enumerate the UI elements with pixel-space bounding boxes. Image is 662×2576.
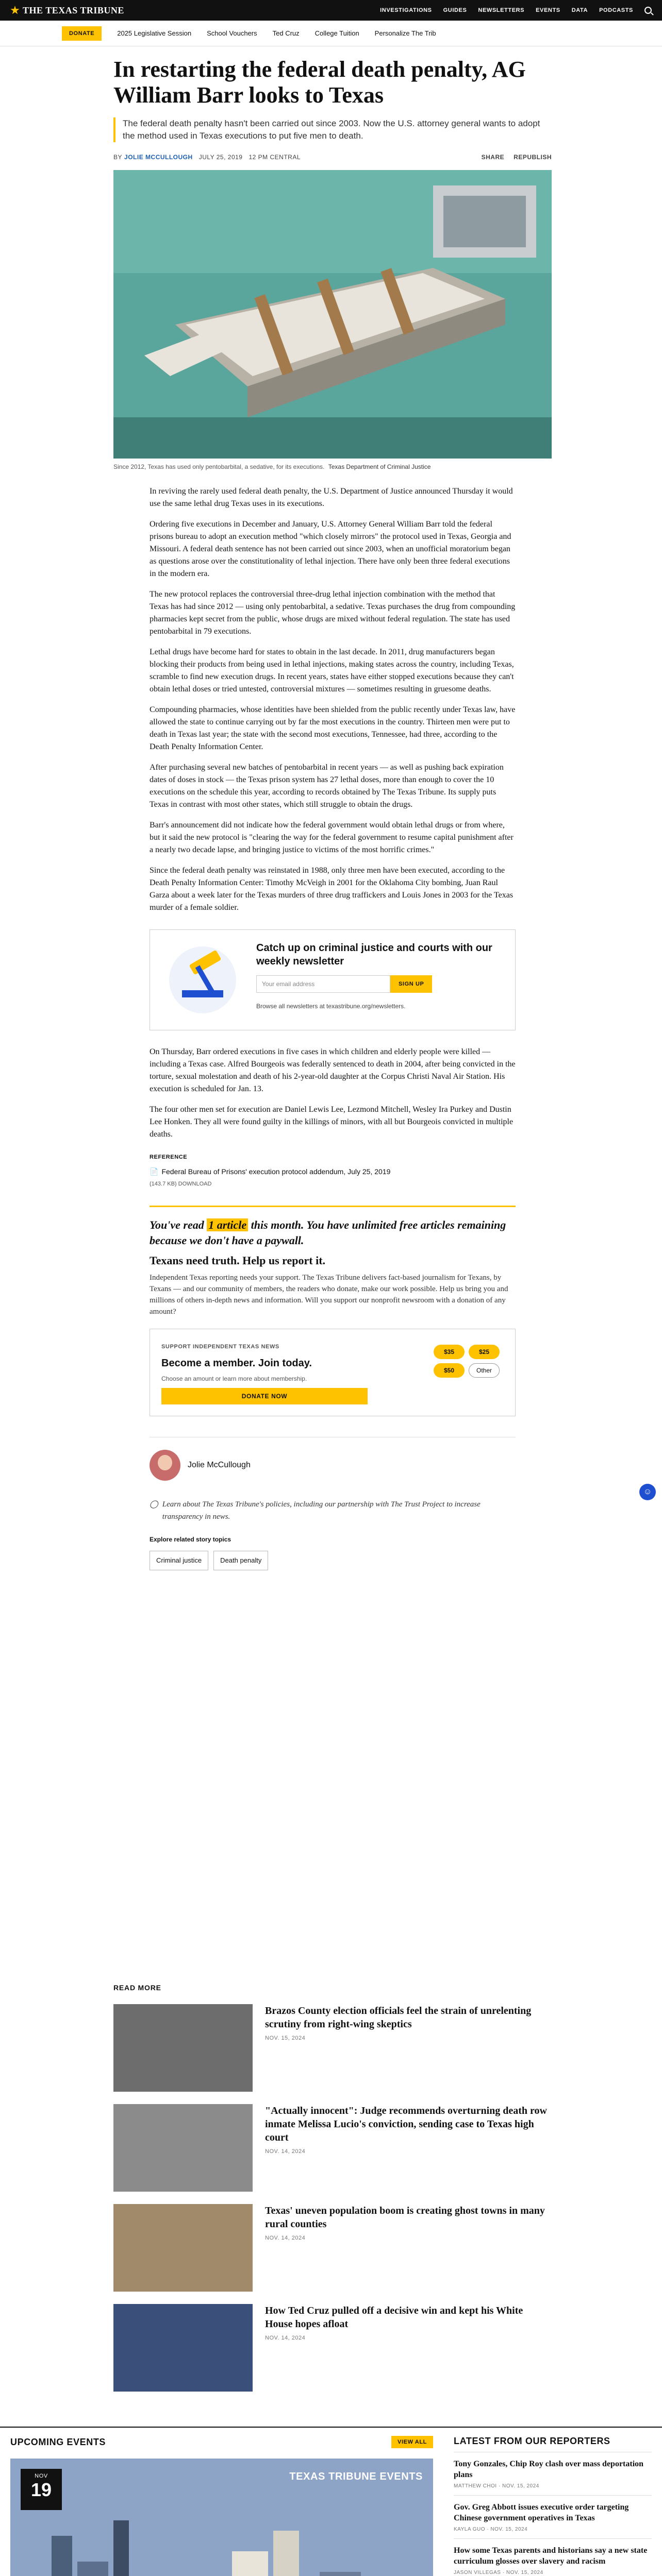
byline-prefix: BY (113, 154, 123, 161)
trust-project-icon: ◯ (150, 1500, 158, 1509)
support-subtitle[interactable]: Choose an amount or learn more about membership. (161, 1375, 307, 1382)
appeal-text: Independent Texas reporting needs your support. The Texas Tribune delivers fact-based journalism for Texans, by Texans — and our community of members, the readers who donate, make our work possible. Help us bring you and millions of others in-depth news and information. Will you support our nonprofit newsroom with a donation of any amount? (150, 1274, 508, 1316)
reference-item[interactable]: 📄 Federal Bureau of Prisons' execution protocol addendum, July 25, 2019 (150, 1165, 516, 1178)
topics-label: Explore related story topics (150, 1536, 231, 1543)
search-icon[interactable] (644, 7, 652, 14)
publish-time: 12 PM CENTRAL (249, 154, 301, 161)
list-item[interactable]: Gov. Greg Abbott issues executive order targeting Chinese government operatives in Texas KAYLA GUO · NOV. 15, 2024 (454, 2495, 652, 2538)
paragraph: Ordering five executions in December and January, U.S. Attorney General William Barr told the federal prisons bureau to adopt an execution method "which closely mirrors" the protocol used in Texas, Georgia and Missouri. A federal death sentence has not been carried out since 2003, when an unofficial moratorium began as questions arose over the constitutionality of lethal injection. There have only been three federal executions in the modern era. (150, 520, 511, 578)
story-thumbnail[interactable] (113, 2304, 253, 2392)
paragraph: In reviving the rarely used federal death penalty, the U.S. Department of Justice announced Thursday it would use the same lethal drug Texas uses in its executions. (150, 487, 513, 508)
latest-label: LATEST FROM OUR REPORTERS (454, 2436, 610, 2446)
events-brand: TEXAS TRIBUNE EVENTS (289, 2471, 423, 2482)
newsletter-browse-link[interactable]: Browse all newsletters at texastribune.org/newsletters. (256, 1003, 406, 1010)
subnav-item-personalize[interactable]: Personalize The Trib (374, 29, 436, 37)
star-icon (10, 6, 20, 15)
signup-button[interactable]: SIGN UP (390, 975, 432, 993)
article-count: 1 article (207, 1218, 248, 1231)
document-icon: 📄 (150, 1167, 159, 1176)
share-button[interactable]: SHARE (481, 154, 505, 161)
reference-label: REFERENCE (150, 1154, 188, 1160)
byline (113, 154, 552, 161)
nav-investigations[interactable]: INVESTIGATIONS (380, 7, 432, 13)
list-item[interactable]: Tony Gonzales, Chip Roy clash over mass deportation plans MATTHEW CHOI · NOV. 15, 2024 (454, 2452, 652, 2495)
sub-navbar (0, 21, 662, 46)
paragraph: Barr's announcement did not indicate how the federal government would obtain lethal drugs or from where, but it said the new protocol is "clearing the way for the federal government to resume capital punishment after a nearly two decade lapse, and bringing justice to victims of the most horrific crimes." (150, 821, 514, 854)
top-navbar (0, 0, 662, 21)
site-logo[interactable] (10, 5, 124, 16)
amount-35-button[interactable]: $35 (434, 1345, 465, 1359)
topic-criminal-justice[interactable]: Criminal justice (150, 1551, 208, 1570)
list-item[interactable]: "Actually innocent": Judge recommends overturning death row inmate Melissa Lucio's conviction, sending case to Texas high court NOV. 14, 2024 (113, 2104, 552, 2192)
membership-appeal (150, 1206, 516, 1416)
list-item[interactable]: How some Texas parents and historians say a new state curriculum glosses over slavery and racism JASON VILLEGAS · NOV. 15, 2024 (454, 2538, 652, 2576)
newsletter-title: Catch up on criminal justice and courts with our weekly newsletter (256, 942, 492, 967)
nav-data[interactable]: DATA (571, 7, 588, 13)
avatar[interactable] (150, 1450, 180, 1481)
email-input[interactable]: Your email address (256, 975, 390, 993)
story-thumbnail[interactable] (113, 2004, 253, 2092)
logo-text: THE TEXAS TRIBUNE (23, 5, 124, 15)
paragraph: The new protocol replaces the controversial three-drug lethal injection combination with the method that Texas has had since 2012 — using only pentobarbital, a sedative. Texas purchases the drug from compounding pharmacies kept secret from the public, whose drugs are mixed without federal regulation. The state has used pentobarbital in 79 executions. (150, 590, 516, 636)
article-dek: The federal death penalty hasn't been carried out since 2003. Now the U.S. attorney general wants to adopt the method used in Texas executions to put five men to death. (113, 117, 552, 142)
subnav-item-session[interactable]: 2025 Legislative Session (117, 29, 192, 37)
reference-download[interactable]: (143.7 KB) DOWNLOAD (150, 1181, 212, 1187)
author-name-link[interactable]: Jolie McCullough (188, 1461, 251, 1469)
newsletter-signup (150, 929, 516, 1030)
execution-chamber-illustration (113, 170, 552, 459)
subnav-item-tuition[interactable]: College Tuition (315, 29, 359, 37)
paragraph: Since the federal death penalty was reinstated in 1988, only three men have been executed, according to the Death Penalty Information Center: Timothy McVeigh in 2001 for the Oklahoma City bombing, Juan Raul Garza about a week later for the Texas murders of three drug traffickers and Louis Jones in 2003 for the Texas murder of a female soldier. (150, 866, 514, 912)
list-item[interactable]: Brazos County election officials feel the strain of unrelenting scrutiny from right-wing skeptics NOV. 15, 2024 (113, 2004, 552, 2092)
subnav-item-vouchers[interactable]: School Vouchers (207, 29, 257, 37)
amount-50-button[interactable]: $50 (434, 1363, 465, 1378)
trust-project-note: ◯ Learn about The Texas Tribune's policies, including our partnership with The Trust Project to increase transparency in news. (150, 1498, 516, 1523)
paragraph: Lethal drugs have become hard for states to obtain in the last decade. In 2011, drug manufacturers began blocking their products from being used in lethal injections, making states across the country, including Texas, scramble to find new execution drugs. In recent years, states have either stopped executions because they can't obtain lethal doses or tried untested, controversial mixtures — sometimes resulting in gruesome deaths. (150, 648, 514, 693)
nav-newsletters[interactable]: NEWSLETTERS (478, 7, 525, 13)
author-box (150, 1437, 516, 1481)
donate-now-button[interactable]: DONATE NOW (161, 1388, 368, 1404)
hero-caption: Since 2012, Texas has used only pentobarbital, a sedative, for its executions. Texas Department of Criminal Justice (113, 463, 431, 470)
donation-box (150, 1329, 516, 1416)
article-count-message: You've read 1 article this month. You have unlimited free articles remaining because we don't have a paywall. (150, 1218, 506, 1247)
amount-options (434, 1345, 500, 1378)
list-item[interactable]: How Ted Cruz pulled off a decisive win and kept his White House hopes afloat NOV. 14, 2024 (113, 2304, 552, 2392)
topics-list (150, 1551, 516, 1570)
gavel-illustration-icon (161, 941, 244, 1019)
paragraph: On Thursday, Barr ordered executions in five cases in which children and elderly people were killed — including a Texas case. Alfred Bourgeois was federally sentenced to death in 2004, after being convicted in the torture, sexual molestation and death of his 2-year-old daughter at the Corpus Christi Naval Air Station. His execution is scheduled for Jan. 13. (150, 1047, 516, 1093)
support-title: Become a member. Join today. (161, 1358, 312, 1369)
topic-death-penalty[interactable]: Death penalty (213, 1551, 268, 1570)
headline: In restarting the federal death penalty, AG William Barr looks to Texas (113, 57, 526, 108)
events-label: UPCOMING EVENTS (10, 2436, 106, 2447)
nav-events[interactable]: EVENTS (536, 7, 560, 13)
article-body (113, 485, 552, 1570)
subnav-item-cruz[interactable]: Ted Cruz (272, 29, 300, 37)
accessibility-icon[interactable]: ☺ (639, 1484, 656, 1500)
top-nav-links (380, 7, 652, 14)
list-item[interactable]: Texas' uneven population boom is creating ghost towns in many rural counties NOV. 14, 2024 (113, 2204, 552, 2292)
read-more-section (113, 1984, 552, 2392)
nav-podcasts[interactable]: PODCASTS (599, 7, 633, 13)
photo-credit: Texas Department of Criminal Justice (328, 463, 431, 470)
featured-event-card[interactable] (10, 2459, 433, 2576)
amount-25-button[interactable]: $25 (469, 1345, 500, 1359)
paragraph: The four other men set for execution are Daniel Lewis Lee, Lezmond Mitchell, Wesley Ira Purkey and Dustin Lee Honken. They all were found guilty in the killings of minors, with all but Bourgeois convicted in multiple deaths. (150, 1105, 514, 1139)
republish-button[interactable]: REPUBLISH (514, 154, 552, 161)
appeal-title: Texans need truth. Help us report it. (150, 1254, 326, 1267)
hero-image-execution-chamber (113, 170, 552, 459)
upcoming-events (10, 2436, 433, 2576)
amount-other-button[interactable]: Other (469, 1363, 500, 1378)
view-all-events-button[interactable]: VIEW ALL (391, 2436, 433, 2448)
event-date-badge: NOV 19 (21, 2469, 62, 2510)
author-link[interactable]: JOLIE MCCULLOUGH (124, 154, 193, 161)
story-thumbnail[interactable] (113, 2104, 253, 2192)
newsletter-form (256, 975, 504, 993)
story-thumbnail[interactable] (113, 2204, 253, 2292)
reference-section (150, 1151, 516, 1190)
support-label: SUPPORT INDEPENDENT TEXAS NEWS (161, 1344, 279, 1350)
nav-guides[interactable]: GUIDES (443, 7, 467, 13)
donate-button[interactable]: DONATE (62, 26, 102, 41)
paragraph: After purchasing several new batches of pentobarbital in recent years — as well as pushing back expiration dates of doses in stock — the Texas prison system has 27 lethal doses, more than enough to cover the 10 executions on the schedule this year, according to records obtained by The Texas Tribune. Its supply puts Texas in contrast with most other states, which still struggle to obtain the drugs. (150, 763, 504, 809)
latest-from-reporters (454, 2436, 652, 2576)
read-more-label: READ MORE (113, 1984, 161, 1992)
paragraph: Compounding pharmacies, whose identities have been shielded from the public recently under Texas law, have allowed the state to continue carrying out by far the most executions in the country. Thirteen men were put to death in Texas last year; the state with the second most executions, Tennessee, had three, according to the Death Penalty Information Center. (150, 705, 516, 751)
lower-section (0, 2427, 662, 2575)
publish-date: JULY 25, 2019 (198, 154, 243, 161)
article (113, 57, 552, 1570)
